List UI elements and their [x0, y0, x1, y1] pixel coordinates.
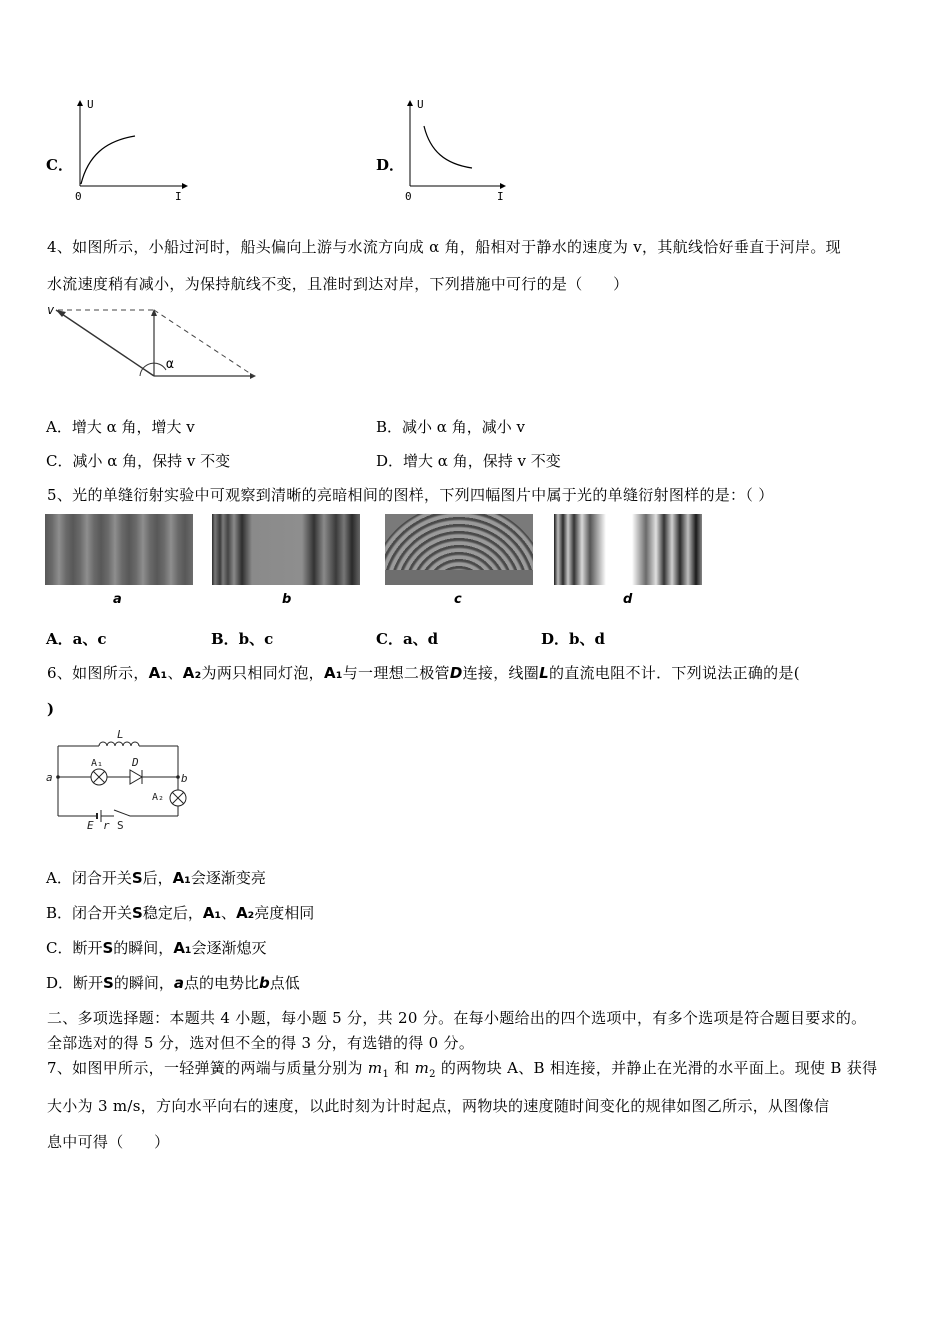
- pattern-c: [385, 514, 533, 585]
- circuit-diagram: [44, 728, 194, 833]
- alpha-label: α: [166, 357, 174, 372]
- axis-u-label: U: [87, 98, 94, 111]
- q4-option-c[interactable]: C．减小 α 角，保持 v 不变: [46, 452, 231, 470]
- option-c-label: C．: [46, 156, 73, 174]
- q5-option-a[interactable]: A．a、c: [46, 630, 107, 648]
- caption-c: c: [454, 592, 462, 607]
- axis-u-label: U: [417, 98, 424, 111]
- q4-option-d[interactable]: D．增大 α 角，保持 v 不变: [376, 452, 561, 470]
- caption-b: b: [282, 592, 292, 607]
- circuit-label-a1: A₁: [91, 758, 104, 769]
- circuit-label-b: b: [181, 772, 188, 785]
- q4-text-line1: 4、如图所示，小船过河时，船头偏向上游与水流方向成 α 角，船相对于静水的速度为 v，其航线恰好垂直于河岸。现: [47, 238, 841, 256]
- q5-text-line1: 5、光的单缝衍射实验中可观察到清晰的亮暗相间的图样，下列四幅图片中属于光的单缝衍射图样的是：（ ）: [47, 486, 774, 504]
- caption-a: a: [113, 592, 122, 607]
- q6-option-b[interactable]: B．闭合开关S稳定后，A₁、A₂亮度相同: [46, 904, 315, 922]
- circuit-label-a: a: [46, 771, 53, 784]
- option-d-label: D．: [376, 156, 405, 174]
- graph-d: [400, 96, 520, 206]
- q5-option-b[interactable]: B．b、c: [211, 630, 274, 648]
- origin-label: 0: [75, 190, 82, 203]
- graph-c: [70, 96, 190, 206]
- section2-text-line1: 二、多项选择题：本题共 4 小题，每小题 5 分，共 20 分。在每小题给出的四个选项中，有多个选项是符合题目要求的。: [47, 1009, 867, 1027]
- axis-i-label: I: [497, 190, 504, 203]
- section2-text-line2: 全部选对的得 5 分，选对但不全的得 3 分，有选错的得 0 分。: [47, 1034, 475, 1052]
- axis-i-label: I: [175, 190, 182, 203]
- q5-option-c[interactable]: C．a、d: [376, 630, 439, 648]
- circuit-label-a2: A₂: [152, 792, 165, 803]
- q6-option-c[interactable]: C．断开S的瞬间，A₁会逐渐熄灭: [46, 939, 267, 957]
- q4-option-a[interactable]: A．增大 α 角，增大 v: [46, 418, 195, 436]
- q6-text-line2: ): [47, 700, 55, 718]
- pattern-a: [45, 514, 193, 585]
- pattern-b: [212, 514, 360, 585]
- circuit-label-e: E: [87, 819, 94, 832]
- q6-option-a[interactable]: A．闭合开关S后，A₁会逐渐变亮: [46, 869, 266, 887]
- circuit-label-l: L: [117, 728, 124, 741]
- q7-text-line1: 7、如图甲所示，一轻弹簧的两端与质量分别为 $m_1$ 和 $m_2$ 的两物块 A、B 相连接，并静止在光滑的水平面上。现使 B 获得: [47, 1059, 878, 1080]
- v-label: v: [47, 303, 55, 317]
- circuit-label-r: r: [103, 819, 110, 832]
- origin-label: 0: [405, 190, 412, 203]
- boat-vector-diagram: [44, 300, 264, 385]
- q7-text-line3: 息中可得（ ）: [47, 1133, 170, 1151]
- q5-option-d[interactable]: D．b、d: [541, 630, 605, 648]
- q6-text-line1: 6、如图所示，A₁、A₂为两只相同灯泡，A₁与一理想二极管D连接，线圈L的直流电阻不计．下列说法正确的是(: [47, 664, 800, 682]
- q4-text-line2: 水流速度稍有减小，为保持航线不变，且准时到达对岸，下列措施中可行的是（ ）: [47, 275, 629, 293]
- q6-option-d[interactable]: D．断开S的瞬间，a点的电势比b点低: [46, 974, 300, 992]
- q4-option-b[interactable]: B．减小 α 角，减小 v: [376, 418, 525, 436]
- circuit-label-s: S: [117, 819, 124, 832]
- pattern-d: [554, 514, 702, 585]
- circuit-label-d: D: [132, 756, 139, 769]
- caption-d: d: [623, 592, 633, 607]
- q7-text-line2: 大小为 3 m/s，方向水平向右的速度，以此时刻为计时起点，两物块的速度随时间变化的规律如图乙所示，从图像信: [47, 1097, 830, 1115]
